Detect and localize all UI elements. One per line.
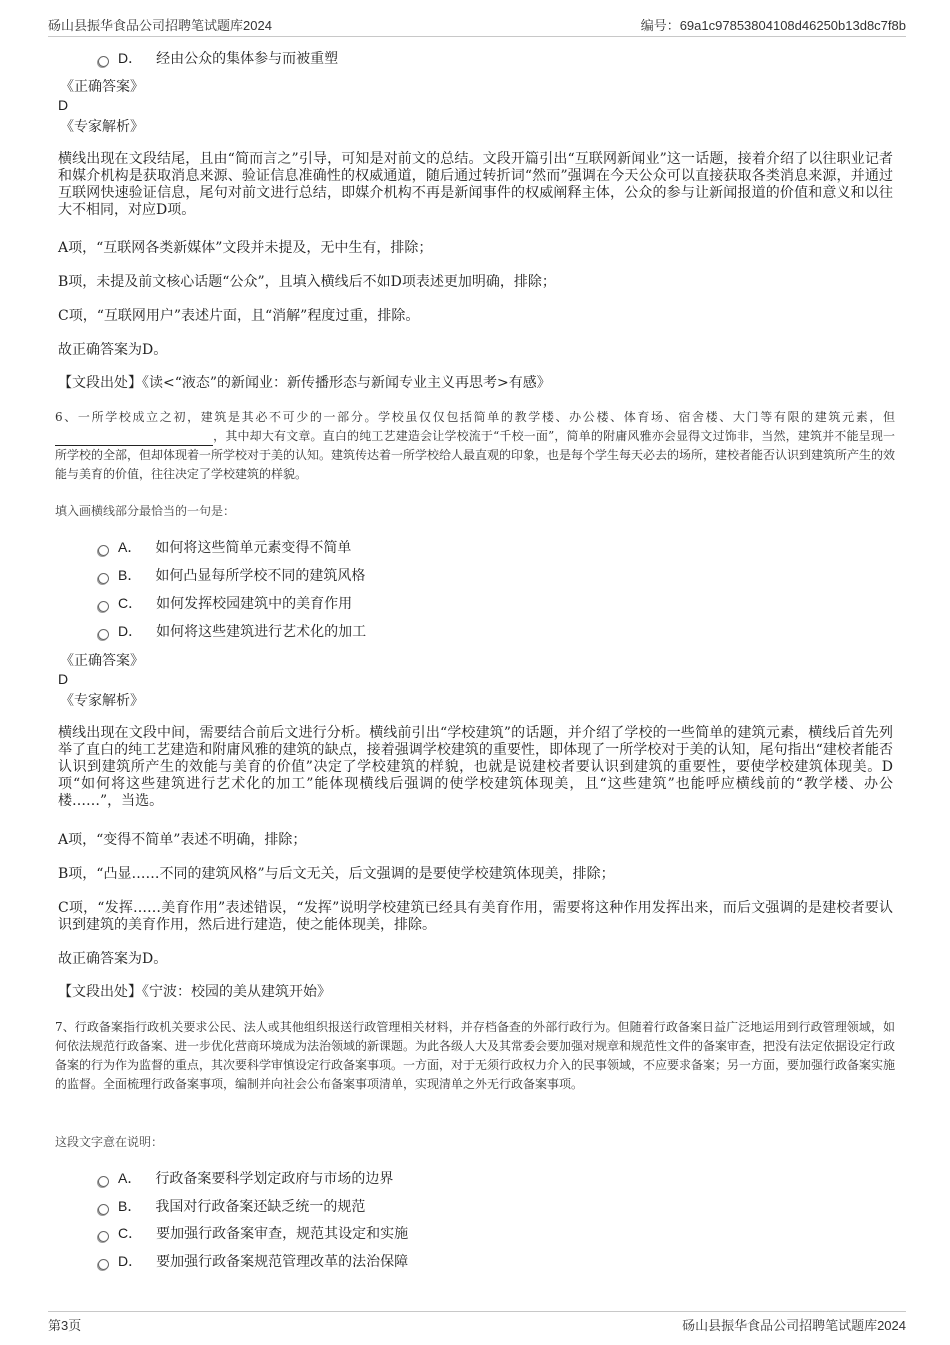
option-letter: B． — [118, 1198, 142, 1214]
q5-answer: D — [58, 97, 69, 113]
option-text: 经由公众的集体参与而被重塑 — [156, 51, 339, 67]
q6-option-c[interactable] — [98, 593, 352, 613]
q6-answer-label: 《正确答案》 — [60, 653, 144, 669]
page-header — [48, 12, 906, 37]
q6-option-b-analysis: B项，“凸显……不同的建筑风格”与后文无关，后文强调的是要使学校建筑体现美，排除； — [58, 866, 615, 882]
header-title: 砀山县振华食品公司招聘笔试题库2024 — [48, 18, 272, 33]
radio-icon[interactable] — [98, 573, 109, 584]
option-text: 如何凸显每所学校不同的建筑风格 — [155, 568, 366, 584]
q5-option-b-analysis: B项，未提及前文核心话题“公众”，且填入横线后不如D项表述更加明确，排除； — [58, 274, 556, 290]
footer-title: 砀山县振华食品公司招聘笔试题库2024 — [682, 1318, 906, 1333]
q5-option-c-analysis: C项，“互联网用户”表述片面，且“消解”程度过重，排除。 — [58, 308, 420, 324]
q7-option-a[interactable] — [98, 1168, 393, 1188]
option-letter: A． — [118, 539, 142, 555]
q6-question-text — [55, 408, 895, 484]
q6-prompt: 填入画横线部分最恰当的一句是： — [55, 504, 236, 518]
option-letter: B． — [118, 567, 142, 583]
option-text: 我国对行政备案还缺乏统一的规范 — [155, 1199, 366, 1215]
q6-fill-blank — [55, 433, 213, 446]
option-text: 如何将这些简单元素变得不简单 — [155, 540, 352, 556]
q5-option-d[interactable] — [98, 48, 338, 68]
q7-prompt: 这段文字意在说明： — [55, 1135, 164, 1149]
q6-option-d[interactable] — [98, 621, 366, 641]
q6-conclusion: 故正确答案为D。 — [58, 951, 168, 967]
radio-icon[interactable] — [98, 1204, 109, 1215]
radio-icon[interactable] — [98, 1259, 109, 1270]
q7-question-text: 7、行政备案指行政机关要求公民、法人或其他组织报送行政管理相关材料，并存档备查的外部行政行为。但随着行政备案日益广泛地运用到行政管理领域，如何依法规范行政备案、进一步优化营商环境成为法治领域的新课题。为此各级人大及其常委会要加强对规章和规范性文件的备案审查，把没有法定依据设定行政备案的行为作为监督的重点，其次要科学审慎设定行政备案事项。一方面，对于无须行政权力介入的民事领域，不应要求备案；另一方面，要加强行政备案实施的监督。全面梳理行政备案事项，编制并向社会公布备案事项清单，实现清单之外无行政备案事项。 — [55, 1020, 896, 1091]
option-letter: D． — [118, 623, 143, 639]
option-letter: C． — [118, 1225, 143, 1241]
q5-conclusion: 故正确答案为D。 — [58, 342, 168, 358]
q5-answer-label: 《正确答案》 — [60, 79, 144, 95]
option-letter: D． — [118, 50, 143, 66]
option-letter: C． — [118, 595, 143, 611]
option-letter: D． — [118, 1253, 143, 1269]
q7-option-c[interactable] — [98, 1223, 408, 1243]
header-serial-number: 编号：69a1c97853804108d46250b13d8c7f8b — [640, 18, 906, 33]
option-text: 如何将这些建筑进行艺术化的加工 — [156, 624, 367, 640]
page-footer — [48, 1311, 906, 1336]
q7-option-b[interactable] — [98, 1196, 365, 1216]
q6-source: 【文段出处】《宁波：校园的美从建筑开始》 — [58, 984, 331, 1000]
page-number: 第3页 — [48, 1318, 82, 1333]
radio-icon[interactable] — [98, 56, 109, 67]
radio-icon[interactable] — [98, 1231, 109, 1242]
q6-answer: D — [58, 671, 69, 687]
option-text: 行政备案要科学划定政府与市场的边界 — [155, 1171, 394, 1187]
q5-analysis: 横线出现在文段结尾，且由“简而言之”引导，可知是对前文的总结。文段开篇引出“互联网新闻业”这一话题，接着介绍了以往职业记者和媒介机构是获取消息来源、验证信息准确性的权威通道，随后通过转折词“然而”强调在今天公众可以直接获取各类消息来源，并通过互联网快速验证信息，尾句对前文进行总结，即媒介机构不再是新闻事件的权威阐释主体，公众的参与让新闻报道的价值和意义和以往大不相同，对应D项。 — [58, 151, 893, 218]
q6-option-c-analysis: C项，“发挥……美育作用”表述错误，“发挥”说明学校建筑已经具有美育作用，需要将这种作用发挥出来，而后文强调的是建校者要认识到建筑的美育作用，然后进行建造，使之能体现美，排除。 — [58, 900, 893, 933]
option-text: 要加强行政备案审查，规范其设定和实施 — [156, 1226, 409, 1242]
q5-option-a-analysis: A项，“互联网各类新媒体”文段并未提及，无中生有，排除； — [58, 240, 433, 256]
q6-option-a[interactable] — [98, 537, 351, 557]
q6-option-b[interactable] — [98, 565, 365, 585]
q6-analysis-label: 《专家解析》 — [60, 693, 144, 709]
option-text: 要加强行政备案规范管理改革的法治保障 — [156, 1254, 409, 1270]
q7-option-d[interactable] — [98, 1251, 408, 1271]
q6-option-a-analysis: A项，“变得不简单”表述不明确，排除； — [58, 832, 307, 848]
radio-icon[interactable] — [98, 629, 109, 640]
q6-text-before-blank: 6、一所学校成立之初，建筑是其必不可少的一部分。学校虽仅仅包括简单的教学楼、办公楼、体育场、宿舍楼、大门等有限的建筑元素，但 — [55, 410, 895, 424]
radio-icon[interactable] — [98, 545, 109, 556]
q5-source: 【文段出处】《读<“液态”的新闻业：新传播形态与新闻专业主义再思考>有感》 — [58, 375, 551, 391]
q6-text-after-blank: ，其中却大有文章。直白的纯工艺建造会让学校流于“千校一面”，简单的附庸风雅亦会显得文过饰非，当然，建筑并不能呈现一所学校的全部，但却体现着一所学校对于美的认知。建筑传达着一所学校给人最直观的印象，也是每个学生每天必去的场所，建校者能否认识到建筑所产生的效能与美育的价值，往往决定了学校建筑的样貌。 — [55, 429, 896, 481]
q6-analysis: 横线出现在文段中间，需要结合前后文进行分析。横线前引出“学校建筑”的话题，并介绍了学校的一些简单的建筑元素，横线后首先列举了直白的纯工艺建造和附庸风雅的建筑的缺点，接着强调学校建筑的重要性，即体现了一所学校对于美的认知，尾句指出“建校者能否认识到建筑所产生的效能与美育的价值”决定了学校建筑的样貌，也就是说建校者要认识到建筑的重要性，要使学校建筑体现美。D项“如何将这些建筑进行艺术化的加工”能体现横线后强调的使学校建筑体现美，且“这些建筑”也能呼应横线前的“教学楼、办公楼……”，当选。 — [58, 725, 893, 809]
radio-icon[interactable] — [98, 601, 109, 612]
option-text: 如何发挥校园建筑中的美育作用 — [156, 596, 353, 612]
radio-icon[interactable] — [98, 1176, 109, 1187]
q5-analysis-label: 《专家解析》 — [60, 119, 144, 135]
option-letter: A． — [118, 1170, 142, 1186]
